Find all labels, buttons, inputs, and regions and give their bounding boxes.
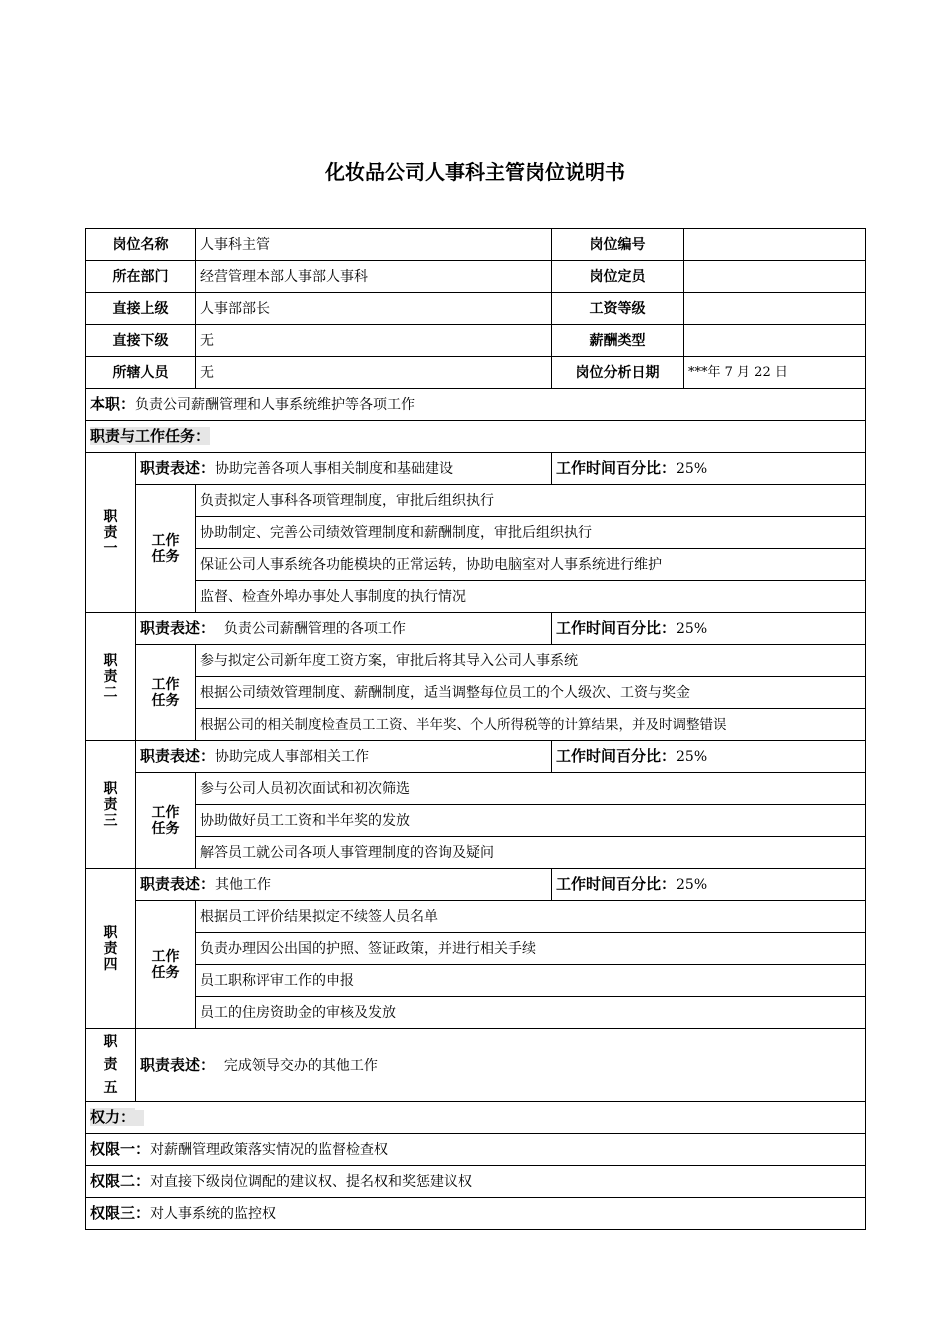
task-row xyxy=(86,805,866,837)
task-row xyxy=(86,549,866,581)
basic-row xyxy=(86,261,866,293)
field-label: 工资等级 xyxy=(552,293,684,325)
task-row xyxy=(86,901,866,933)
duty-statement-label: 职责表述： xyxy=(140,747,216,765)
authority-text: 对直接下级岗位调配的建议权、提名权和奖惩建议权 xyxy=(150,1174,473,1190)
duty-name: 职 责 五 xyxy=(86,1029,136,1102)
field-label: 直接上级 xyxy=(86,293,196,325)
duty-time-value: 25% xyxy=(676,749,708,765)
authority-header: 权力： xyxy=(90,1108,136,1126)
field-label: 岗位分析日期 xyxy=(552,357,684,389)
basic-row xyxy=(86,229,866,261)
authority-label: 权限一： xyxy=(90,1140,151,1158)
field-label: 所在部门 xyxy=(86,261,196,293)
field-value xyxy=(684,325,866,357)
task-row xyxy=(86,933,866,965)
duty-statement-row xyxy=(86,741,866,773)
duty-statement-row xyxy=(86,613,866,645)
basic-row xyxy=(86,357,866,389)
duty-time-value: 25% xyxy=(676,621,708,637)
field-value: 无 xyxy=(196,357,552,389)
task-row xyxy=(86,485,866,517)
task-row xyxy=(86,645,866,677)
duty-time xyxy=(552,741,866,773)
duty-name: 职 责 二 xyxy=(86,613,136,741)
duty-time xyxy=(552,453,866,485)
authority-text: 对人事系统的监控权 xyxy=(150,1206,277,1222)
field-value: 无 xyxy=(196,325,552,357)
task-item: 参与拟定公司新年度工资方案，审批后将其导入公司人事系统 xyxy=(196,645,866,677)
field-value xyxy=(684,293,866,325)
duty-name: 职 责 四 xyxy=(86,869,136,1029)
task-label: 工作 任务 xyxy=(136,485,196,613)
duty-statement xyxy=(136,613,552,645)
main-duty-cell xyxy=(86,389,866,421)
duty-name: 职 责 一 xyxy=(86,453,136,613)
authority-cell xyxy=(86,1134,866,1166)
duty-time-label: 工作时间百分比： xyxy=(556,619,677,637)
field-value: 人事科主管 xyxy=(196,229,552,261)
duty-statement-row xyxy=(86,453,866,485)
authority-header-row xyxy=(86,1102,866,1134)
task-item: 员工职称评审工作的申报 xyxy=(196,965,866,997)
task-row xyxy=(86,581,866,613)
basic-row xyxy=(86,293,866,325)
duty-statement-text: 协助完善各项人事相关制度和基础建设 xyxy=(215,461,454,477)
duties-header: 职责与工作任务： xyxy=(90,427,211,445)
task-row xyxy=(86,517,866,549)
duty-statement-text: 完成领导交办的其他工作 xyxy=(223,1057,378,1074)
authority-row xyxy=(86,1198,866,1230)
duty-statement-text: 负责公司薪酬管理的各项工作 xyxy=(223,621,406,637)
duty-time-label: 工作时间百分比： xyxy=(556,747,677,765)
duty-time-label: 工作时间百分比： xyxy=(556,875,677,893)
field-label: 所辖人员 xyxy=(86,357,196,389)
field-value: 经营管理本部人事部人事科 xyxy=(196,261,552,293)
field-value xyxy=(684,261,866,293)
task-item: 根据员工评价结果拟定不续签人员名单 xyxy=(196,901,866,933)
duties-header-row xyxy=(86,421,866,453)
duty-statement-label: 职责表述： xyxy=(140,1055,216,1074)
field-label: 直接下级 xyxy=(86,325,196,357)
main-duty-label: 本职： xyxy=(90,395,136,413)
duty-statement-label: 职责表述： xyxy=(140,459,216,477)
main-duty-text: 负责公司薪酬管理和人事系统维护等各项工作 xyxy=(135,397,416,413)
duty-statement-label: 职责表述： xyxy=(140,619,216,637)
task-item: 员工的住房资助金的审核及发放 xyxy=(196,997,866,1029)
authority-row xyxy=(86,1134,866,1166)
task-row xyxy=(86,677,866,709)
task-row xyxy=(86,965,866,997)
duties-header-cell xyxy=(86,421,866,453)
duty-statement-row xyxy=(86,1029,866,1102)
duty-statement xyxy=(136,1029,866,1102)
task-item: 保证公司人事系统各功能模块的正常运转，协助电脑室对人事系统进行维护 xyxy=(196,549,866,581)
task-row xyxy=(86,773,866,805)
duty-time xyxy=(552,869,866,901)
task-label: 工作 任务 xyxy=(136,901,196,1029)
duty-statement xyxy=(136,869,552,901)
field-label: 岗位编号 xyxy=(552,229,684,261)
duty-statement-row xyxy=(86,869,866,901)
authority-label: 权限二： xyxy=(90,1172,151,1190)
basic-row xyxy=(86,325,866,357)
task-item: 根据公司绩效管理制度、薪酬制度，适当调整每位员工的个人级次、工资与奖金 xyxy=(196,677,866,709)
duty-statement-text: 其他工作 xyxy=(215,877,272,893)
field-label: 薪酬类型 xyxy=(552,325,684,357)
task-item: 解答员工就公司各项人事管理制度的咨询及疑问 xyxy=(196,837,866,869)
task-item: 协助做好员工工资和半年奖的发放 xyxy=(196,805,866,837)
document-title: 化妆品公司人事科主管岗位说明书 xyxy=(325,160,625,184)
main-duty-row xyxy=(86,389,866,421)
authority-header-cell xyxy=(86,1102,866,1134)
duty-statement xyxy=(136,741,552,773)
field-label: 岗位定员 xyxy=(552,261,684,293)
task-label: 工作 任务 xyxy=(136,645,196,741)
duty-name: 职 责 三 xyxy=(86,741,136,869)
task-item: 参与公司人员初次面试和初次筛选 xyxy=(196,773,866,805)
task-item: 负责办理因公出国的护照、签证政策，并进行相关手续 xyxy=(196,933,866,965)
task-row xyxy=(86,709,866,741)
duty-time-value: 25% xyxy=(676,877,708,893)
task-item: 负责拟定人事科各项管理制度，审批后组织执行 xyxy=(196,485,866,517)
authority-cell xyxy=(86,1198,866,1230)
task-row xyxy=(86,837,866,869)
duty-statement-text: 协助完成人事部相关工作 xyxy=(215,749,370,765)
task-item: 协助制定、完善公司绩效管理制度和薪酬制度，审批后组织执行 xyxy=(196,517,866,549)
field-value xyxy=(684,229,866,261)
authority-row xyxy=(86,1166,866,1198)
authority-text: 对薪酬管理政策落实情况的监督检查权 xyxy=(150,1142,389,1158)
task-label: 工作 任务 xyxy=(136,773,196,869)
duty-statement-label: 职责表述： xyxy=(140,875,216,893)
job-description-table xyxy=(85,228,866,1230)
duty-time-label: 工作时间百分比： xyxy=(556,459,677,477)
task-item: 监督、检查外埠办事处人事制度的执行情况 xyxy=(196,581,866,613)
task-item: 根据公司的相关制度检查员工工资、半年奖、个人所得税等的计算结果，并及时调整错误 xyxy=(196,709,866,741)
duty-time xyxy=(552,613,866,645)
authority-cell xyxy=(86,1166,866,1198)
task-row xyxy=(86,997,866,1029)
field-label: 岗位名称 xyxy=(86,229,196,261)
authority-label: 权限三： xyxy=(90,1204,151,1222)
field-value: 人事部部长 xyxy=(196,293,552,325)
duty-statement xyxy=(136,453,552,485)
field-value: ***年 7 月 22 日 xyxy=(684,357,866,389)
duty-time-value: 25% xyxy=(676,461,708,477)
